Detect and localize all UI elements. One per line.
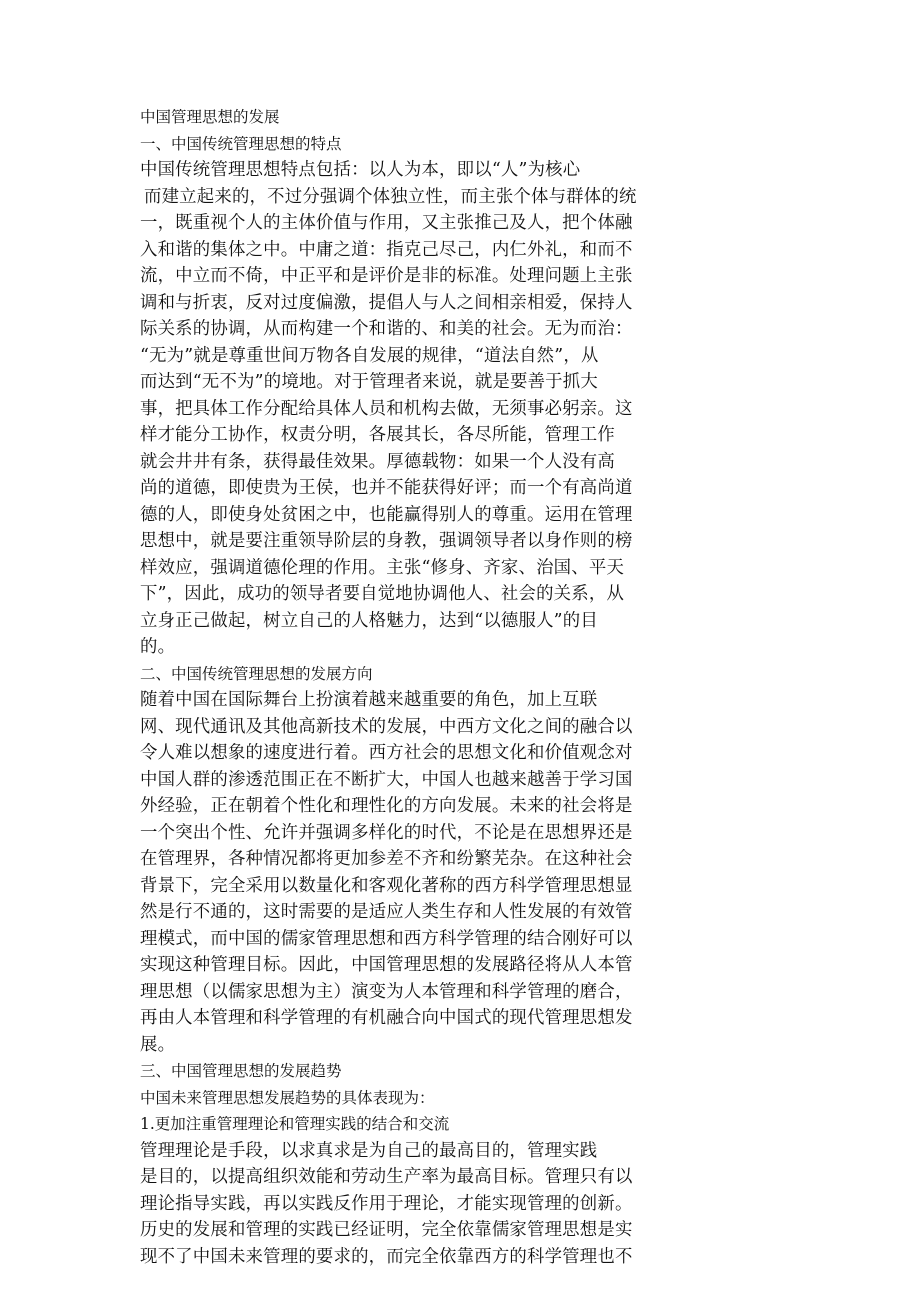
paragraph-line: 管理理论是手段，以求真求是为自己的最高目的，管理实践 — [140, 1140, 598, 1161]
section-2-body — [140, 687, 680, 1058]
paragraph-line: 现不了中国未来管理的要求的，而完全依靠西方的科学管理也不 — [140, 1246, 633, 1267]
paragraph-line: 调和与折衷，反对过度偏激，提倡人与人之间相亲相爱，保持人 — [140, 292, 633, 313]
paragraph-line: 理论指导实践，再以实践反作用于理论，才能实现管理的创新。 — [140, 1193, 633, 1214]
paragraph-line: 的。 — [140, 637, 176, 657]
section-1-body — [140, 157, 680, 661]
section-3-subheading: 1.更加注重管理理论和管理实践的结合和交流 — [140, 1115, 450, 1133]
paragraph-line: 中国人群的渗透范围正在不断扩大，中国人也越来越善于学习国 — [140, 769, 633, 790]
paragraph-line: 理模式，而中国的儒家管理思想和西方科学管理的结合刚好可以 — [140, 928, 633, 949]
paragraph-line: 际关系的协调，从而构建一个和谐的、和美的社会。无为而治： — [140, 319, 633, 339]
paragraph-line: 下”，因此，成功的领导者要自觉地协调他人、社会的关系，从 — [140, 584, 625, 604]
paragraph-line: 德的人，即使身处贫困之中，也能赢得别人的尊重。运用在管理 — [140, 504, 633, 525]
paragraph-line: 再由人本管理和科学管理的有机融合向中国式的现代管理思想发 — [140, 1008, 633, 1028]
paragraph-line: 一个突出个性、允许并强调多样化的时代，不论是在思想界还是 — [140, 822, 633, 843]
paragraph-line: 随着中国在国际舞台上扮演着越来越重要的角色，加上互联 — [140, 690, 598, 710]
paragraph-line: 是目的，以提高组织效能和劳动生产率为最高目标。管理只有以 — [140, 1167, 633, 1187]
section-3-body — [140, 1138, 680, 1271]
paragraph-line: “无为”就是尊重世间万物各自发展的规律，“道法自然”，从 — [140, 345, 599, 366]
paragraph-line: 背景下，完全采用以数量化和客观化著称的西方科学管理思想显 — [140, 875, 633, 896]
paragraph-line: 然是行不通的，这时需要的是适应人类生存和人性发展的有效管 — [140, 902, 633, 922]
paragraph-line: 展。 — [140, 1034, 176, 1055]
paragraph-line: 事，把具体工作分配给具体人员和机构去做，无须事必躬亲。这 — [140, 398, 633, 419]
paragraph-line: 入和谐的集体之中。中庸之道：指克己尽己，内仁外礼，和而不 — [140, 239, 633, 260]
document-page — [140, 104, 680, 1270]
paragraph-line: 理思想（以儒家思想为主）演变为人本管理和科学管理的磨合， — [140, 981, 633, 1002]
section-2-heading: 二、中国传统管理思想的发展方向 — [140, 664, 373, 683]
paragraph-line: 中国传统管理思想特点包括：以人为本，即以“人”为核心 — [140, 160, 581, 180]
section-1-heading: 一、中国传统管理思想的特点 — [140, 134, 342, 153]
paragraph-line: 思想中，就是要注重领导阶层的身教，强调领导者以身作则的榜 — [140, 531, 633, 551]
paragraph-line: 立身正己做起，树立自己的人格魅力，达到“以德服人”的目 — [140, 610, 598, 631]
paragraph-line: 而建立起来的，不过分强调个体独立性，而主张个体与群体的统 — [144, 186, 637, 207]
paragraph-line: 而达到“无不为”的境地。对于管理者来说，就是要善于抓大 — [140, 372, 598, 392]
paragraph-line: 尚的道德，即使贵为王侯，也并不能获得好评；而一个有高尚道 — [140, 478, 633, 498]
paragraph-line: 流，中立而不倚，中正平和是评价是非的标准。处理问题上主张 — [140, 266, 633, 286]
section-3-heading: 三、中国管理思想的发展趋势 — [140, 1062, 342, 1080]
paragraph-line: 网、现代通讯及其他高新技术的发展，中西方文化之间的融合以 — [140, 716, 633, 737]
document-title: 中国管理思想的发展 — [140, 108, 280, 126]
paragraph-line: 样才能分工协作，权责分明，各展其长，各尽所能，管理工作 — [140, 425, 615, 445]
paragraph-line: 样效应，强调道德伦理的作用。主张“修身、齐家、治国、平天 — [140, 557, 625, 578]
paragraph-line: 令人难以想象的速度进行着。西方社会的思想文化和价值观念对 — [140, 743, 633, 763]
paragraph-line: 就会井井有条，获得最佳效果。厚德载物：如果一个人没有高 — [140, 451, 615, 472]
paragraph-line: 历史的发展和管理的实践已经证明，完全依靠儒家管理思想是实 — [140, 1220, 633, 1240]
paragraph-line: 一，既重视个人的主体价值与作用，又主张推己及人，把个体融 — [140, 213, 633, 233]
section-3-intro: 中国未来管理思想发展趋势的具体表现为： — [140, 1088, 435, 1107]
paragraph-line: 外经验，正在朝着个性化和理性化的方向发展。未来的社会将是 — [140, 796, 633, 816]
paragraph-line: 在管理界，各种情况都将更加参差不齐和纷繁芜杂。在这种社会 — [140, 849, 633, 869]
paragraph-line: 实现这种管理目标。因此，中国管理思想的发展路径将从人本管 — [140, 955, 633, 975]
